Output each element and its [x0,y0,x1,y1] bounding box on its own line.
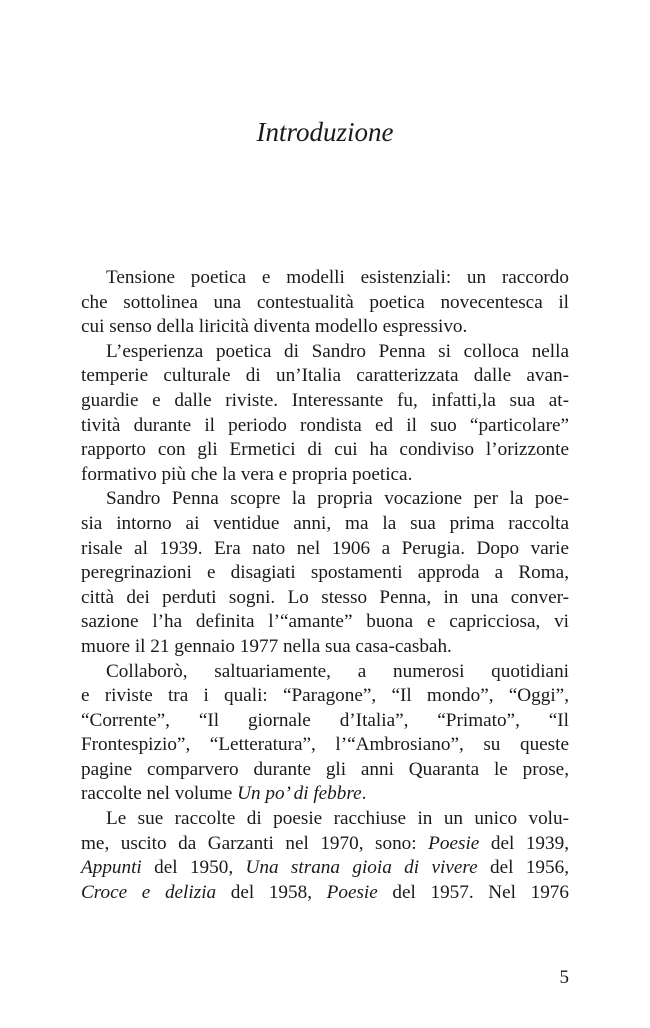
text-run: guardie e dalle riviste. Interessante fu, infatti,la sua at- [81,389,569,411]
text-run: del 1958, [216,881,327,903]
text-run: raccolte nel volume [81,783,238,805]
text-run: Le sue raccolte di poesie racchiuse in un unico volu- [106,808,569,830]
text-line [81,586,569,611]
text-run: muore il 21 gennaio 1977 nella sua casa-casbah. [81,635,452,657]
text-line [81,340,569,365]
text-run: pagine comparvero durante gli anni Quaranta le prose, [81,758,569,780]
text-run: “Corrente”, “Il giornale d’Italia”, “Primato”, “Il [81,709,569,731]
text-line [81,537,569,562]
paragraph [81,266,569,340]
text-run: risale al 1939. Era nato nel 1906 a Perugia. Dopo varie [81,537,569,559]
text-line [81,438,569,463]
italic-title: Una strana gioia di vivere [245,857,478,879]
text-run: . [361,783,367,805]
italic-title: Un po’ di febbre [237,783,362,805]
italic-title: Croce e delizia [81,881,217,903]
paragraph [81,487,569,659]
text-line [81,635,569,660]
page-number: 5 [559,967,569,988]
text-run: cui senso della liricità diventa modello espressivo. [81,316,468,338]
text-line [81,856,569,881]
text-run: sazione l’ha definita l’“amante” buona e capricciosa, vi [81,611,569,633]
text-line [81,463,569,488]
text-run: e riviste tra i quali: “Paragone”, “Il mondo”, “Oggi”, [81,685,569,707]
text-run: del 1939, [479,832,569,854]
text-line [81,266,569,291]
text-run: formativo più che la vera e propria poetica. [81,463,413,485]
text-line [81,610,569,635]
text-run: L’esperienza poetica di Sandro Penna si colloca nella [106,340,569,362]
text-run: Collaborò, saltuariamente, a numerosi quotidiani [106,660,569,682]
text-line [81,709,569,734]
text-run: città dei perduti sogni. Lo stesso Penna, in una conver- [81,586,569,608]
text-run: Frontespizio”, “Letteratura”, l’“Ambrosiano”, su queste [81,734,569,756]
text-line [81,733,569,758]
text-line [81,512,569,537]
page-title: Introduzione [256,117,394,147]
paragraph [81,807,569,905]
text-run: che sottolinea una contestualità poetica novecentesca il [81,291,569,313]
text-line [81,807,569,832]
italic-title: Poesie [326,881,378,903]
text-line [81,684,569,709]
text-line [81,364,569,389]
text-run: del 1950, [141,857,246,879]
text-line [81,881,569,906]
text-line [81,291,569,316]
text-line [81,782,569,807]
text-run: peregrinazioni e disagiati spostamenti approda a Roma, [81,562,569,584]
text-line [81,832,569,857]
body-text [81,266,569,905]
paragraph [81,340,569,488]
text-line [81,487,569,512]
text-run: Sandro Penna scopre la propria vocazione per la poe- [106,488,569,510]
text-line [81,660,569,685]
text-line [81,561,569,586]
text-line [81,414,569,439]
text-run: me, uscito da Garzanti nel 1970, sono: [81,832,429,854]
text-run: tività durante il periodo rondista ed il suo “particolare” [81,414,569,436]
text-run: Tensione poetica e modelli esistenziali: un raccordo [106,267,569,288]
text-line [81,389,569,414]
text-run: del 1956, [477,857,569,879]
text-line [81,315,569,340]
italic-title: Poesie [428,832,480,854]
text-run: del 1957. Nel 1976 [377,881,569,903]
italic-title: Appunti [81,857,142,879]
text-run: rapporto con gli Ermetici di cui ha condiviso l’orizzonte [81,439,569,461]
text-run: temperie culturale di un’Italia caratterizzata dalle avan- [81,365,569,387]
text-run: sia intorno ai ventidue anni, ma la sua prima raccolta [81,512,569,534]
paragraph [81,660,569,808]
text-line [81,758,569,783]
